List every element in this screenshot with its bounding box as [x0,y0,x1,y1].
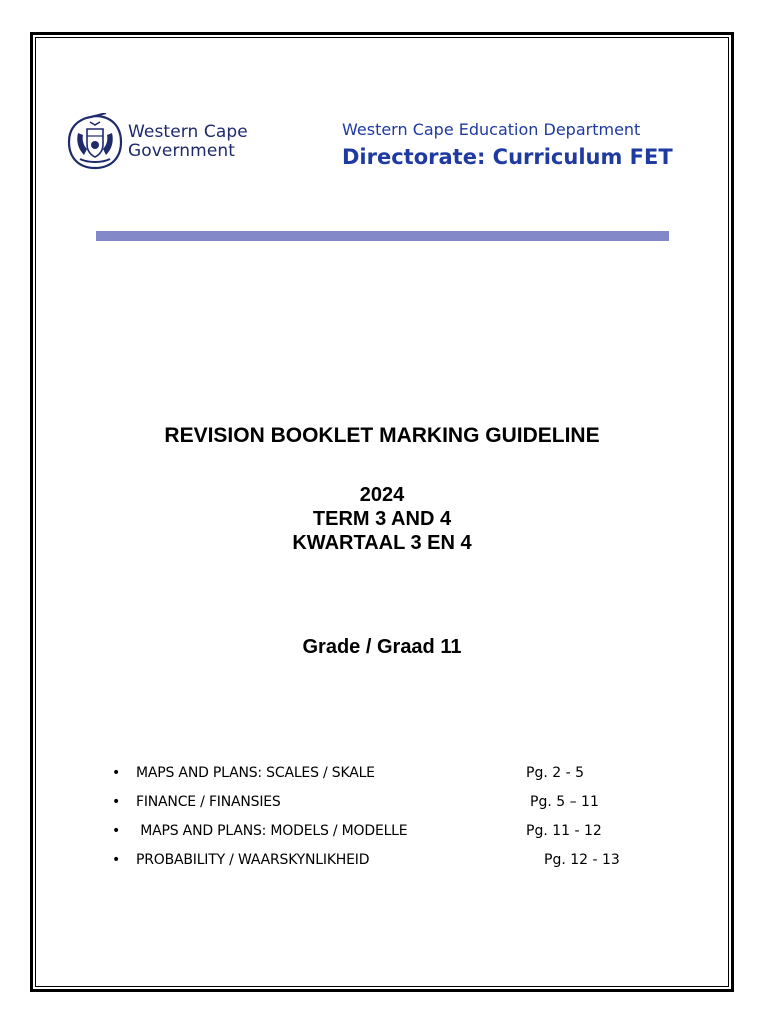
bullet: • [112,794,121,810]
logo-line-2: Government [128,141,236,161]
page-range: Pg. 2 - 5 [526,765,584,781]
document-year: 2024 [359,484,405,506]
western-cape-government-logo [66,112,248,172]
list-item [112,792,672,821]
term-afrikaans: KWARTAAL 3 EN 4 [292,532,472,554]
header-rule [96,231,669,241]
logo-line-1: Western Cape [128,122,248,142]
coat-of-arms-icon [66,113,124,171]
list-item [112,821,672,850]
bullet: • [112,765,121,781]
department-heading [342,119,673,171]
list-item [112,850,672,879]
logo-text [128,123,248,161]
contents-list [112,763,672,879]
directorate-name: Directorate: Curriculum FET [342,145,673,169]
topic-label: FINANCE / FINANSIES [136,794,281,810]
department-name: Western Cape Education Department [342,120,641,139]
document-title: REVISION BOOKLET MARKING GUIDELINE [164,424,600,447]
topic-label: PROBABILITY / WAARSKYNLIKHEID [136,852,370,868]
page-range: Pg. 5 – 11 [530,794,599,810]
page-range: Pg. 11 - 12 [526,823,602,839]
topic-label: MAPS AND PLANS: MODELS / MODELLE [136,823,408,839]
term-english: TERM 3 AND 4 [312,508,452,530]
page-range: Pg. 12 - 13 [544,852,620,868]
list-item [112,763,672,792]
bullet: • [112,852,121,868]
grade-label: Grade / Graad 11 [302,636,462,658]
topic-label: MAPS AND PLANS: SCALES / SKALE [136,765,375,781]
bullet: • [112,823,121,839]
